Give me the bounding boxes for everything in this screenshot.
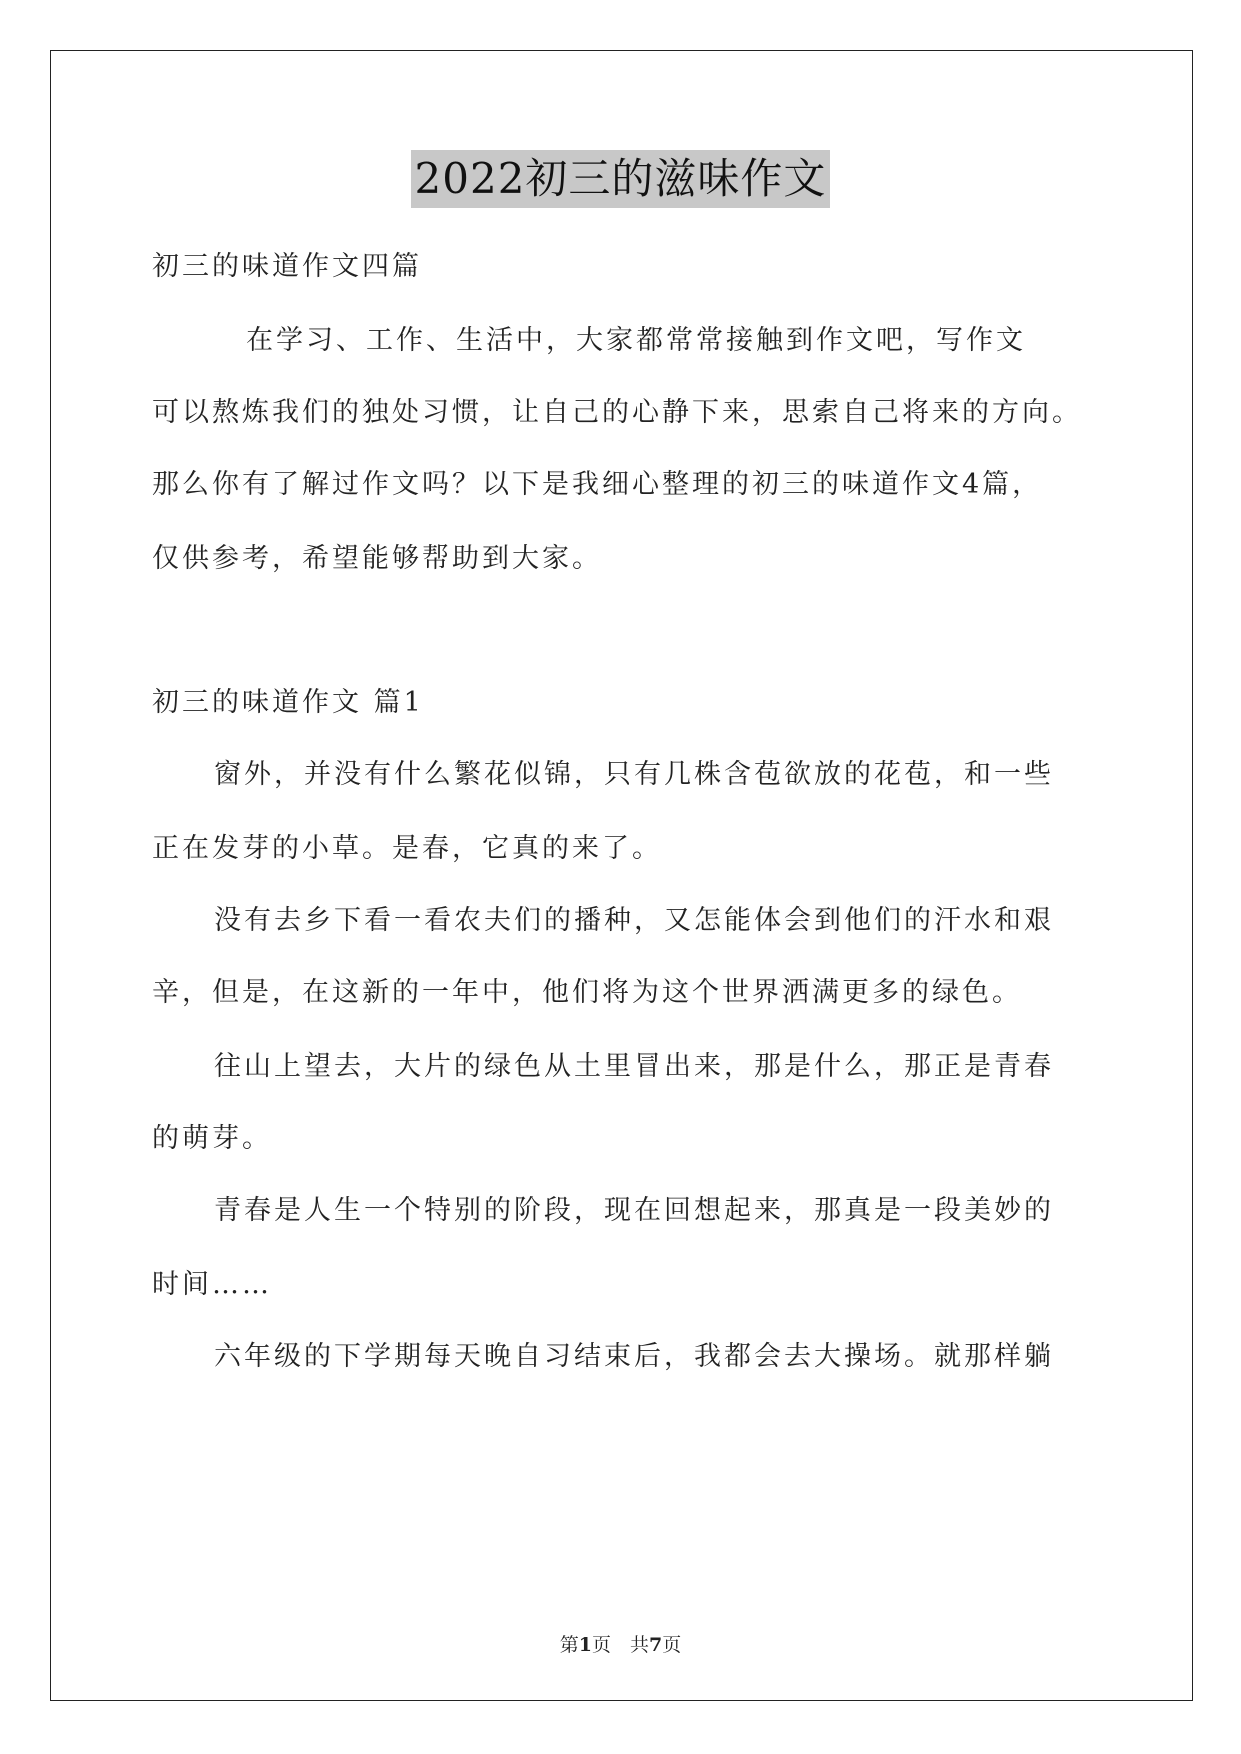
paragraph-line: 时间…… xyxy=(152,1269,272,1300)
page-label-prefix: 第 xyxy=(559,1634,579,1656)
page-label-suffix: 页 xyxy=(662,1634,682,1656)
subtitle: 初三的味道作文四篇 xyxy=(152,251,422,282)
paragraph-line: 六年级的下学期每天晚自习结束后，我都会去大操场。就那样躺 xyxy=(214,1341,1054,1372)
intro-line: 可以熬炼我们的独处习惯，让自己的心静下来，思索自己将来的方向。 xyxy=(152,397,1082,428)
page-label-mid: 页 共 xyxy=(591,1634,649,1656)
total-page-number: 7 xyxy=(649,1634,663,1656)
page-border xyxy=(50,50,1193,1701)
paragraph-line: 辛，但是，在这新的一年中，他们将为这个世界洒满更多的绿色。 xyxy=(152,977,1022,1008)
paragraph-line: 没有去乡下看一看农夫们的播种，又怎能体会到他们的汗水和艰 xyxy=(214,905,1054,936)
paragraph-line: 往山上望去，大片的绿色从土里冒出来，那是什么，那正是青春 xyxy=(214,1051,1054,1082)
paragraph-line: 青春是人生一个特别的阶段，现在回想起来，那真是一段美妙的 xyxy=(214,1195,1054,1226)
section-heading: 初三的味道作文 篇1 xyxy=(152,687,424,718)
current-page-number: 1 xyxy=(578,1634,592,1656)
page-footer xyxy=(0,1630,1241,1657)
title-container xyxy=(0,150,1241,208)
paragraph-line: 的萌芽。 xyxy=(152,1123,272,1154)
intro-line: 仅供参考，希望能够帮助到大家。 xyxy=(152,543,602,574)
paragraph-line: 正在发芽的小草。是春，它真的来了。 xyxy=(152,833,662,864)
paragraph-line: 窗外，并没有什么繁花似锦，只有几株含苞欲放的花苞，和一些 xyxy=(214,759,1054,790)
document-title: 2022初三的滋味作文 xyxy=(411,150,831,208)
intro-line: 在学习、工作、生活中，大家都常常接触到作文吧，写作文 xyxy=(246,325,1026,356)
intro-line: 那么你有了解过作文吗？以下是我细心整理的初三的味道作文4篇， xyxy=(152,469,1043,500)
